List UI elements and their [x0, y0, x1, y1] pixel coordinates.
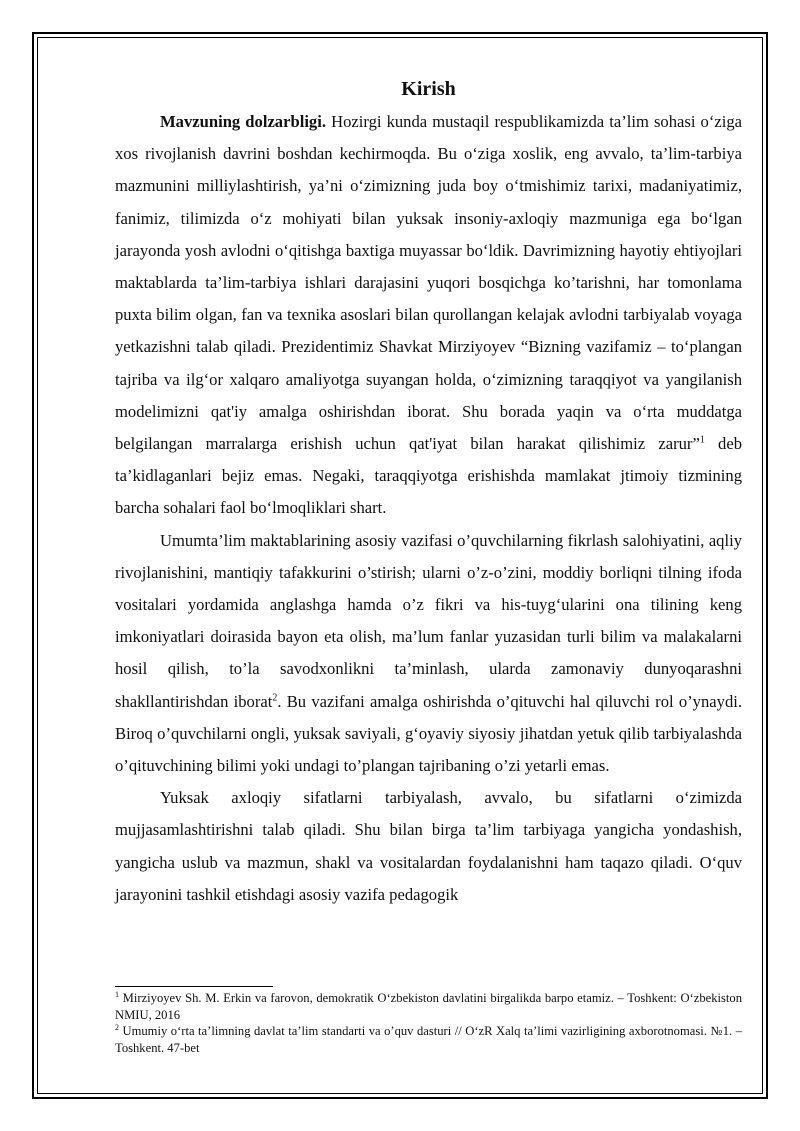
footnote-ref: 2: [272, 692, 278, 704]
paragraph-text: Yuksak axloqiy sifatlarni tarbiyalash, avvalo, bu sifatlarni o‘zimizda mujjasamlashtirishni talab qiladi. Shu bilan birga ta’lim tarbiyaga yangicha yondashish, yangicha uslub va mazmun, shakl va vositalardan foydalanishni ham taqazo qiladi. O‘quv jarayonini tashkil etishdagi asosiy vazifa pedagogik: [115, 788, 742, 904]
paragraph-3: [115, 782, 742, 911]
footnotes: [115, 990, 742, 1056]
footnote-2: [115, 1023, 742, 1056]
footnote-number: 2: [115, 1022, 119, 1032]
footnote-text: Umumiy o‘rta ta’limning davlat ta’lim standarti va o’quv dasturi // O‘zR Xalq ta’limi vazirligining axborotnomasi. №1. – Toshkent. 47-bet: [115, 1024, 742, 1055]
paragraph-lead: Mavzuning dolzarbligi.: [160, 112, 326, 131]
paragraph-text: . Bu vazifani amalga oshirishda o’qituvchi hal qiluvchi rol o’ynaydi. Biroq o’quvchilarni ongli, yuksak saviyali, g‘oyaviy siyosiy jihatdan yetuk qilib tarbiyalashda o’qituvchining bilimi yoki undagi to’plangan tajribaning o’zi yetarli emas.: [115, 691, 742, 776]
footnote-number: 1: [115, 989, 119, 999]
paragraph-text: deb ta’kidlaganlari bejiz emas. Negaki, taraqqiyotga erishishda mamlakat jtimoiy tizmining barcha sohalari faol bo‘lmoqliklari shart.: [115, 434, 743, 518]
footnote-1: [115, 990, 742, 1023]
document-body: [115, 76, 742, 911]
paragraph-text: Hozirgi kunda mustaqil respublikamizda ta’lim sohasi o‘ziga xos rivojlanish davrini boshdan kechirmoqda. Bu o‘ziga xoslik, eng avvalo, ta’lim-tarbiya mazmunini milliylashtirish, ya’ni o‘zimizning juda boy o‘tmishimiz tarixi, madaniyatimiz, fanimiz, tilimizda o‘z mohiyati bilan yuksak insoniy-axloqiy mazmuniga ega bo‘lgan jarayonda yosh avlodni o‘qitishga baxtiga muyassar bo‘ldik. Davrimizning hayotiy ehtiyojlari maktablarda ta’lim-tarbiya ishlari darajasini yuqori bosqichga ko’tarishni, har tomonlama puxta bilim olgan, fan va texnika asoslari bilan qurollangan kelajak avlodni tarbiyalab voyaga yetkazishni talab qiladi. Prezidentimiz Shavkat Mirziyoyev “Bizning vazifamiz – to‘plangan tajriba va ilg‘or xalqaro amaliyotga suyangan holda, o‘zimizning taraqqiyot va yangilanish modelimizni qat'iy amalga oshirishdan iborat. Shu borada yaqin va o‘rta muddatga belgilangan marralarga erishish uchun qat'iyat bilan harakat qilishimiz zarur”: [115, 112, 743, 454]
paragraph-2: [115, 525, 742, 783]
paragraph-text: Umumta’lim maktablarining asosiy vazifasi o’quvchilarning fikrlash salohiyatini, aqliy rivojlanishini, mantiqiy tafakkurini o’stirish; ularni o’z-o’zini, moddiy borliqni tilning ifoda vositalari yordamida anglashga hamda o’z fikri va his-tuyg‘ularini ona tilining keng imkoniyatlari doirasida bayon eta olish, ma’lum fanlar yuzasidan turli bilim va malakalarni hosil qilish, to’la savodxonlikni ta’minlash, ularda zamonaviy dunyoqarashni shakllantirishdan iborat: [115, 530, 742, 711]
footnote-ref: 1: [699, 434, 705, 446]
page-title: Kirish: [401, 78, 456, 100]
footnote-separator: [115, 986, 273, 987]
footnote-text: Mirziyoyev Sh. M. Erkin va farovon, demokratik O‘zbekiston davlatini birgalikda barpo etamiz. – Toshkent: O‘zbekiston NMIU, 2016: [115, 991, 742, 1022]
paragraph-1: [115, 106, 742, 525]
